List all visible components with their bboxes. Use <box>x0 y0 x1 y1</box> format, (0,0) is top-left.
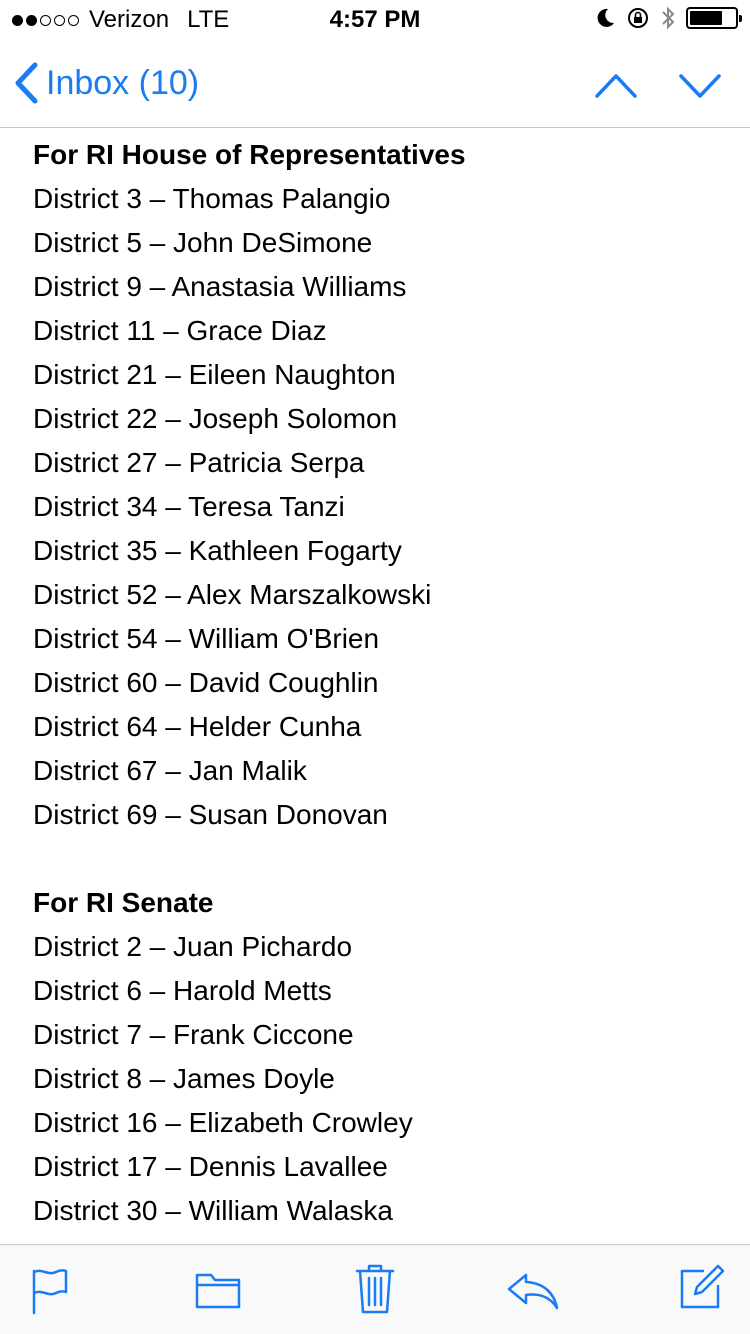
list-item: District 2 – Juan Pichardo <box>33 931 353 962</box>
status-time: 4:57 PM <box>329 6 421 33</box>
compose-icon[interactable] <box>678 1263 726 1311</box>
flag-icon[interactable] <box>30 1267 70 1315</box>
list-item: District 7 – Frank Ciccone <box>33 1019 354 1050</box>
list-item: District 35 – Kathleen Fogarty <box>33 535 402 566</box>
senate-list <box>33 922 730 1230</box>
list-item: District 5 – John DeSimone <box>33 227 373 258</box>
list-item: District 11 – Grace Diaz <box>33 315 327 346</box>
message-navigation <box>594 64 722 108</box>
list-item: District 60 – David Coughlin <box>33 667 379 698</box>
previous-message-chevron-up-icon[interactable] <box>594 64 638 108</box>
chevron-left-icon <box>14 62 38 104</box>
house-section-title: For RI House of Representatives <box>33 139 466 170</box>
moon-icon <box>596 7 616 29</box>
battery-fill <box>690 11 722 25</box>
bottom-toolbar <box>0 1244 750 1334</box>
senate-section-title: For RI Senate <box>33 887 214 918</box>
list-item: District 3 – Thomas Palangio <box>33 183 391 214</box>
navigation-bar <box>0 40 750 128</box>
bluetooth-icon <box>660 5 676 31</box>
list-item: District 17 – Dennis Lavallee <box>33 1151 388 1182</box>
list-item: District 30 – William Walaska <box>33 1195 393 1226</box>
list-item: District 27 – Patricia Serpa <box>33 447 365 478</box>
list-item: District 34 – Teresa Tanzi <box>33 491 345 522</box>
email-body <box>33 130 730 1230</box>
network-label: LTE <box>187 6 230 33</box>
section-spacer <box>33 834 730 878</box>
list-item: District 8 – James Doyle <box>33 1063 335 1094</box>
list-item: District 52 – Alex Marszalkowski <box>33 579 432 610</box>
list-item: District 54 – William O'Brien <box>33 623 380 654</box>
trash-icon[interactable] <box>355 1263 395 1315</box>
list-item: District 9 – Anastasia Williams <box>33 271 407 302</box>
carrier-label: Verizon <box>89 6 170 33</box>
back-to-inbox-button[interactable] <box>14 62 199 104</box>
back-label: Inbox (10) <box>46 63 200 102</box>
next-message-chevron-down-icon[interactable] <box>678 64 722 108</box>
list-item: District 22 – Joseph Solomon <box>33 403 398 434</box>
list-item: District 6 – Harold Metts <box>33 975 332 1006</box>
status-bar <box>0 0 750 40</box>
house-list <box>33 174 730 834</box>
list-item: District 21 – Eileen Naughton <box>33 359 396 390</box>
battery-icon <box>686 7 738 29</box>
list-item: District 67 – Jan Malik <box>33 755 307 786</box>
orientation-lock-icon <box>626 6 650 30</box>
list-item: District 64 – Helder Cunha <box>33 711 362 742</box>
list-item: District 16 – Elizabeth Crowley <box>33 1107 413 1138</box>
folder-icon[interactable] <box>195 1267 241 1309</box>
status-right <box>596 5 738 31</box>
list-item: District 69 – Susan Donovan <box>33 799 388 830</box>
reply-icon[interactable] <box>506 1271 560 1311</box>
